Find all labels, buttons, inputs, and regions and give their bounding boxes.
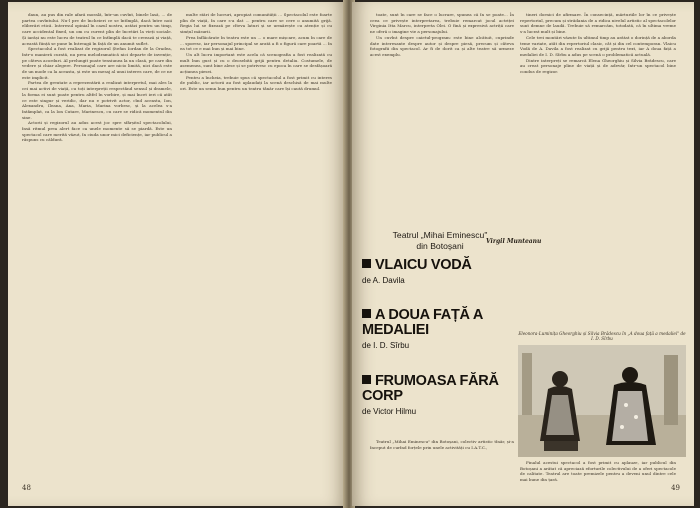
play-entry-3	[362, 374, 518, 418]
play-title: FRUMOASA FĂRĂ CORP	[362, 373, 499, 404]
page-number: 48	[22, 484, 31, 492]
right-column-2-bottom	[520, 460, 676, 486]
right-page	[352, 2, 694, 506]
paragraph: Spectacolul a fost realizat de regizorul Ștefan Iordan de la Oradea, într-o manieră curată, nu prea melodramatică nici departe de invenție, pe câteva acorduri. Al prelungit poate tensiunea la un clasă, pe care din vedere și chiar alegere. Personajul care are nicio limită, nici dacă este de un mode ca la aceasta, și este un mesaj al unui interes care, de ce ne este implicit.	[22, 46, 172, 80]
photo-caption: Eleonora-Luminița Gheorghiu și Silvia Brădescu în „A doua față a medaliei" de I. D. Sîrbu	[518, 331, 686, 342]
paragraph: Actorii și regizorul au adus acest joc spre sfârșitul spectacolului, însă ritmul prea alert face ca unele momente să se piardă. Este un spectacol care merită văzut, în ciuda unor mici deficiențe, iar publicul a răspuns cu căldură.	[22, 120, 172, 143]
play-entry-2	[362, 308, 518, 352]
paragraph: Dintre interpreți se remarcă Elena Gheorghiu și Silvia Brădescu, care au creat personaje pline de viață și de adevăr, într-un spectacol bine condus de regizor.	[520, 57, 676, 75]
page-number: 49	[671, 484, 680, 492]
paragraph: Pentru a încheia, trebuie spus că spectacolul a fost primit cu interes de public, iar actorii au fost aplaudați la scenă deschisă de mai multe ori. Este un semn bun pentru un teatru tânăr care își caută drumul.	[180, 74, 332, 92]
play-author: de A. Davila	[362, 276, 405, 285]
stage-photo	[518, 345, 686, 457]
theatre-city: din Botoșani	[416, 241, 464, 251]
paragraph: Un alt lucru important este acela că scenografia a fost realizată cu mult bun gust și cu o deosebită grijă pentru detaliu. Costumele, de asemenea, sunt bine alese și se potrivesc cu epoca în care se desfășoară acțiunea piesei.	[180, 51, 332, 75]
right-column-1-top	[370, 12, 514, 230]
left-column-1	[22, 12, 172, 482]
play-author: de I. D. Sîrbu	[362, 341, 410, 350]
paragraph: Cele trei montări văzute în ultimul timp au arătat o dorință de a aborda teme variate, atât din repertoriul clasic, cât și din cel contemporan. Vlaicu Vodă de A. Davila a fost realizat cu grijă pentru text, iar A doua față a medaliei de I. D. Sîrbu a adus pe scenă o problematică actuală.	[520, 34, 676, 57]
left-column-2	[180, 12, 332, 482]
bullet-square-icon	[362, 309, 371, 318]
right-column-1-bottom	[370, 439, 514, 450]
theatre-heading	[370, 230, 510, 252]
right-column-2-top	[520, 12, 676, 327]
stage-photo-illustration	[518, 345, 686, 457]
paragraph: daun, au pus din rale afară morală, într-un cuvînt, binele lasă, ... de partea cuvîntului. Nu-l pre de încheieri ce se întîmplă, dacă între noii eliberări etică. Interesul opinial în cazul nostru, astăzi pentru un timp, care accidental fixed, un om cu curent plin de încetări la vieți sociale. Și iarăși nu este lucru de teatrul în ce întîmplă dacă te creează și viață, această ființă se pune în întreagă în față de un anumit suflet.	[22, 12, 172, 46]
paragraph: toate, sunt în care se face o lucrare, spunea că în se poate... În ceea ce privește interpretarea, trebuie remarcat jocul actriței Virginia Itta Marcu, interpreta Olei. O fină și expresivă actriță care ne oferă o imagine vie a personajului.	[370, 12, 514, 35]
paragraph: Partea de greutate a reprezentării a realizat interpretul, mai ales la cei mai activi de viață, cu toți interpreții respectând sensul și dramele, la forma ei sunt poate pentru altfel în vorbire, și mai încet ieri că atât ce este singur și veridic, dar nu e potrivit actor, cînd aceasta, Ion, Alexandru, Ileana, Ana, Maria, Marina vorbesc, și la acelea s-a întâmplat, ca la Ion Cutare, Marinescu, cu care se ridică momentul din sine.	[22, 80, 172, 120]
paragraph: Prea înflăcărate în teatru este un ... o mare mișcare, acum în care de ... sporesc, iar personajul principal se arată a fi o figură care poartă ... în ea tot ce e mai bun și mai bine.	[180, 34, 332, 52]
author-signature: Virgil Munteanu	[486, 238, 542, 245]
paragraph: tineri dornici de afirmare. În consecință, mărturiile lor în ce privește repertoriul, precum și strădania de a ridica nivelul artistic al spectacolelor sunt demne de laudă. Trebuie să remarcăm, totodată, că în ultima vreme s-a lucrat mult și bine.	[520, 12, 676, 35]
paragraph: multe stări de lucruri, apropiat comunității ... Spectacolul este foarte plin de viață, în care s-a dat ... pentru care se cere o anumită grijă. Regia lui se fixează pe cîteva laturi și se urmărește cu atenție și cu simțul măsurii.	[180, 12, 332, 35]
paragraph: Un cuvînt despre caietul-program: este bine alcătuit, cuprinde date interesante despre autor și despre piesă, precum și câteva fotografii din spectacol. Ar fi de dorit ca și alte teatre să urmeze acest exemplu.	[370, 34, 514, 57]
play-title: A DOUA FAȚĂ A MEDALIEI	[362, 307, 483, 338]
bullet-square-icon	[362, 259, 371, 268]
left-page	[8, 2, 346, 506]
play-author: de Victor Hilmu	[362, 407, 417, 416]
paragraph: Teatrul „Mihai Eminescu" din Botoșani, colectiv artistic tînăr, și-a început de curînd forțele prin unele activități cu I.A.T.C.,	[370, 439, 514, 450]
theatre-name: Teatrul „Mihai Eminescu"	[392, 230, 488, 240]
paragraph: Finalul acestui spectacol a fost primit cu aplauze, iar publicul din Botoșani a arătat că apreciază eforturile colectivului de a oferi spectacole de calitate. Teatrul are toate premizele pentru a deveni unul dintre cele mai bune din țară.	[520, 460, 676, 483]
bullet-square-icon	[362, 375, 371, 384]
play-title: VLAICU VODĂ	[375, 257, 472, 273]
play-entry-1	[362, 258, 518, 287]
